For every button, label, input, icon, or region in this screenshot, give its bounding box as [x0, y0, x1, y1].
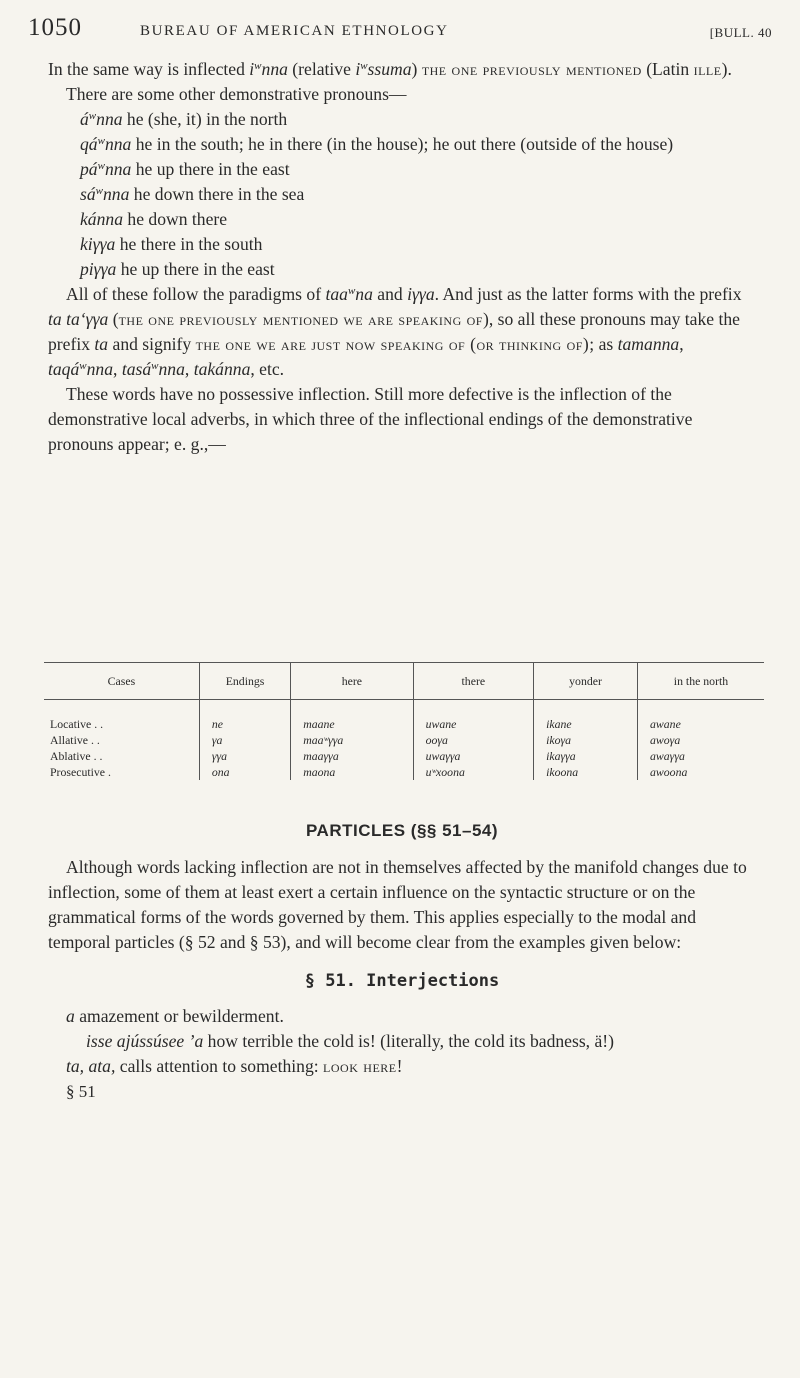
paragraph-particles: Although words lacking inflection are not in themselves affected by the manifold changes due to inflection, some of them at least exert a certain influence on the syntactic structure or on the grammatical forms of the words governed by them. This applies especially to the modal and temporal particles (§ 52 and § 53), and will become clear from the examples given below: [48, 857, 747, 952]
table-cell: Ablative . . [50, 749, 103, 763]
table-cell: maane [291, 700, 413, 733]
header-cell: Endings [199, 663, 290, 700]
header-cell: there [413, 663, 534, 700]
list-item: $pá^wnna$ he up there in the east [80, 159, 290, 179]
table-cell: uwane [413, 700, 534, 733]
paragraph-inflection: In the same way is inflected $i^wnna$ (relative $i^wssuma$) the one previously mentioned (Latin ille). [48, 59, 732, 79]
table-cell: awoona [638, 764, 765, 780]
table-cell: maaγγa [291, 748, 413, 764]
table-cell: ikoona [534, 764, 638, 780]
adverb-table [44, 662, 764, 800]
table-cell: ooγa [413, 732, 534, 748]
table-cell: ikoγa [534, 732, 638, 748]
table-cell: uwaγγa [413, 748, 534, 764]
table-cell: ona [199, 764, 290, 780]
interjection-example: isse ajússúsee ’a how terrible the cold is! (literally, the cold its badness, ä!) [86, 1031, 615, 1051]
table-cell: maona [291, 764, 413, 780]
list-item: $á^wnna$ he (she, it) in the north [80, 109, 288, 129]
table-row [44, 748, 764, 764]
body-text [48, 57, 756, 457]
table-row [44, 764, 764, 780]
table-cell: uʷxoona [413, 764, 534, 780]
list-item: $sá^wnna$ he down there in the sea [80, 184, 305, 204]
table-cell: Locative . . [50, 717, 104, 731]
table-row [44, 700, 764, 733]
list-item: kánna he down there [80, 209, 228, 229]
paragraph-demonstratives-intro: There are some other demonstrative pronouns— [66, 84, 407, 104]
page-header [28, 14, 772, 50]
interjection-entry: ta, ata, calls attention to something: look here! [66, 1056, 403, 1076]
footer-section-ref: § 51 [66, 1082, 96, 1101]
table-header-row [44, 663, 764, 700]
subsection-heading: § 51. Interjections [304, 971, 500, 991]
table-cell: ikane [534, 700, 638, 733]
section-heading: PARTICLES (§§ 51–54) [305, 821, 499, 840]
list-item: $qá^wnna$ he in the south; he in there (in the house); he out there (outside of the house) [80, 134, 674, 154]
list-item: piγγa he up there in the east [80, 259, 275, 279]
table-cell: ne [199, 700, 290, 733]
header-cell: here [291, 663, 413, 700]
paragraph-paradigms: All of these follow the paradigms of taa$^w$na and iγγa. And just as the latter forms with the prefix ta ta‘γγa (the one previously mentioned we are speaking of), so all these pronouns may take the prefix ta and signify the one we are just now speaking of (or thinking of); as tamanna, taqá$^w$nna, tasá$^w$nna, takánna, etc. [48, 284, 742, 379]
page-number: 1050 [28, 14, 82, 41]
table-cell: Allative . . [50, 733, 100, 747]
header-cell: Cases [44, 663, 199, 700]
table-cell: ikaγγa [534, 748, 638, 764]
table-row [44, 732, 764, 748]
table-cell: maaʷγγa [291, 732, 413, 748]
interjection-entry: a amazement or bewilderment. [66, 1006, 284, 1026]
table-cell: γγa [199, 748, 290, 764]
pronoun-list [80, 107, 756, 282]
paragraph-defective: These words have no possessive inflection. Still more defective is the inflection of the demonstrative local adverbs, in which three of the inflectional endings of the demonstrative pronouns appear; e. g.,— [48, 384, 693, 454]
table-cell: awoγa [638, 732, 765, 748]
table-cell: γa [199, 732, 290, 748]
header-cell: yonder [534, 663, 638, 700]
list-item: kiγγa he there in the south [80, 234, 263, 254]
header-cell: in the north [638, 663, 765, 700]
bulletin-ref: [BULL. 40 [709, 25, 772, 40]
running-head: BUREAU OF AMERICAN ETHNOLOGY [140, 23, 449, 39]
particles-section [48, 818, 756, 1104]
table-cell: Prosecutive . [50, 765, 111, 779]
table-cell: awaγγa [638, 748, 765, 764]
table-cell: awane [638, 700, 765, 733]
